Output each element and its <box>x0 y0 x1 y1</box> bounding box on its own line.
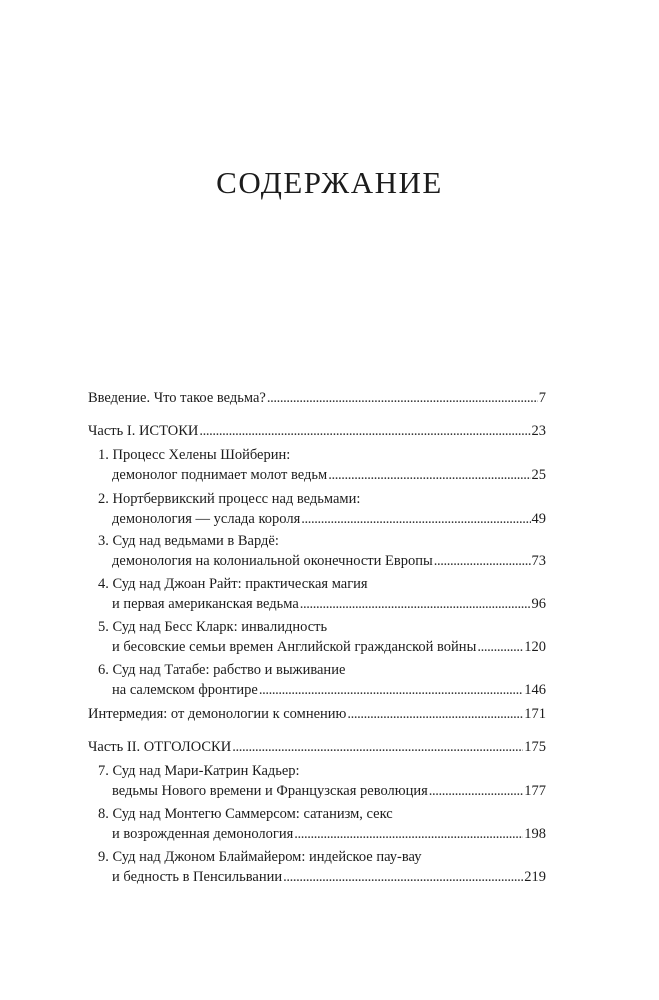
toc-entry-subtitle: на салемском фронтире <box>112 682 258 698</box>
toc-entry-subtitle: и бесовские семьи времен Английской гражданской войны <box>112 639 477 655</box>
toc-entry-title: 1. Процесс Хелены Шойберин: <box>98 447 291 463</box>
toc-entry-subtitle: и бедность в Пенсильвании <box>112 869 283 885</box>
toc-entry-title: 2. Нортбервикский процесс над ведьмами: <box>98 491 361 507</box>
toc-entry-title: 7. Суд над Мари-Катрин Кадьер: <box>98 763 300 779</box>
dot-leader <box>300 594 531 614</box>
toc-entry-interlude[interactable] <box>88 704 546 724</box>
toc-page-number: 23 <box>531 423 546 439</box>
toc-page-number: 175 <box>524 739 546 755</box>
toc-page-number: 49 <box>531 511 546 527</box>
toc-entry-title: Введение. Что такое ведьма? <box>88 390 266 406</box>
toc-entry-part2[interactable] <box>88 737 546 757</box>
toc-entry-subtitle: и возрожденная демонология <box>112 826 294 842</box>
toc-entry-title: 3. Суд над ведьмами в Вардё: <box>98 533 279 549</box>
toc-page-number: 73 <box>531 553 546 569</box>
dot-leader <box>477 637 523 657</box>
toc-entry-title: 6. Суд над Татабе: рабство и выживание <box>98 662 346 678</box>
toc-page-number: 7 <box>538 390 546 406</box>
toc-entry-subtitle: демонолог поднимает молот ведьм <box>112 467 328 483</box>
toc-page-number: 96 <box>531 596 546 612</box>
dot-leader <box>328 465 530 485</box>
toc-entry-part1[interactable] <box>88 421 546 441</box>
toc-entry-ch3[interactable] <box>112 551 546 571</box>
toc-entry-ch5[interactable] <box>112 637 546 657</box>
toc-entry-ch2-line1[interactable] <box>98 489 546 509</box>
toc-entry-title: 5. Суд над Бесс Кларк: инвалидность <box>98 619 328 635</box>
dot-leader <box>301 509 530 529</box>
toc-entry-ch5-line1[interactable] <box>98 617 546 637</box>
toc-page-number: 219 <box>524 869 546 885</box>
toc-entry-ch8[interactable] <box>112 824 546 844</box>
dot-leader <box>267 388 538 408</box>
toc-entry-ch9-line1[interactable] <box>98 847 546 867</box>
toc-entry-subtitle: и первая американская ведьма <box>112 596 299 612</box>
toc-entry-ch6-line1[interactable] <box>98 660 546 680</box>
toc-entry-ch7-line1[interactable] <box>98 761 546 781</box>
dot-leader <box>434 551 531 571</box>
dot-leader <box>347 704 523 724</box>
toc-entry-subtitle: демонология на колониальной оконечности Европы <box>112 553 433 569</box>
toc-entry-subtitle: ведьмы Нового времени и Французская революция <box>112 783 428 799</box>
toc-page-number: 177 <box>524 783 546 799</box>
toc-entry-ch3-line1[interactable] <box>98 531 546 551</box>
toc-entry-ch1-line1[interactable] <box>98 445 546 465</box>
dot-leader <box>429 781 523 801</box>
page-title: СОДЕРЖАНИЕ <box>216 165 443 200</box>
toc-entry-ch2[interactable] <box>112 509 546 529</box>
toc-entry-ch4-line1[interactable] <box>98 574 546 594</box>
toc-page-number: 146 <box>524 682 546 698</box>
toc-entry-title: Интермедия: от демонологии к сомнению <box>88 706 347 722</box>
toc-entry-title: 9. Суд над Джоном Блаймайером: индейское пау-вау <box>98 849 422 865</box>
toc-entry-ch6[interactable] <box>112 680 546 700</box>
toc-entry-ch9[interactable] <box>112 867 546 887</box>
toc-page-number: 171 <box>524 706 546 722</box>
toc-entry-ch8-line1[interactable] <box>98 804 546 824</box>
toc-page-number: 198 <box>524 826 546 842</box>
toc-entry-ch4[interactable] <box>112 594 546 614</box>
dot-leader <box>259 680 523 700</box>
toc-entry-title: 4. Суд над Джоан Райт: практическая магия <box>98 576 368 592</box>
toc-entry-intro[interactable] <box>88 388 546 408</box>
dot-leader <box>294 824 523 844</box>
dot-leader <box>232 737 523 757</box>
toc-entry-ch7[interactable] <box>112 781 546 801</box>
toc-entry-title: Часть I. ИСТОКИ <box>88 423 199 439</box>
toc-entry-title: 8. Суд над Монтегю Саммерсом: сатанизм, секс <box>98 806 393 822</box>
toc-entry-ch1[interactable] <box>112 465 546 485</box>
toc-page-number: 120 <box>524 639 546 655</box>
dot-leader <box>199 421 530 441</box>
toc-entry-title: Часть II. ОТГОЛОСКИ <box>88 739 232 755</box>
dot-leader <box>283 867 523 887</box>
toc-entry-subtitle: демонология — услада короля <box>112 511 301 527</box>
toc-page-number: 25 <box>531 467 546 483</box>
